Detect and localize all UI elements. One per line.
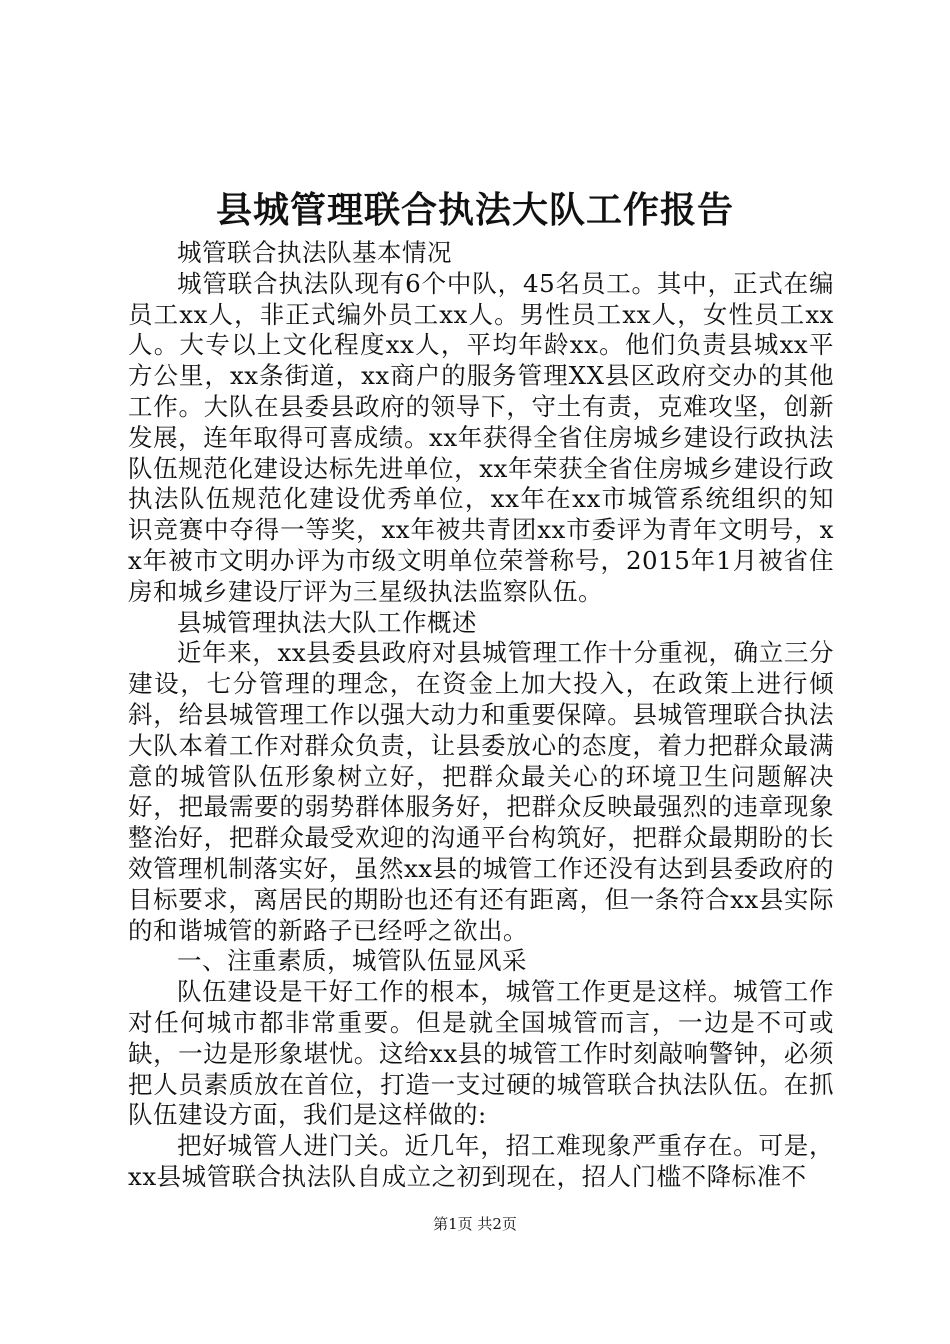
page-title: 县城管理联合执法大队工作报告 (215, 189, 734, 231)
section-heading-quality: 一、注重素质，城管队伍显风采 (177, 946, 527, 976)
paragraph-basic-info: 城管联合执法队现有6个中队，45名员工。其中，正式在编员工xx人，非正式编外员工xx人。男性员工xx人，女性员工xx人。大专以上文化程度xx人，平均年龄xx。他们负责县城xx平方公里，xx条街道，xx商户的服务管理XX县区政府交办的其他工作。大队在县委县政府的领导下，守土有责，克难攻坚，创新发展，连年取得可喜成绩。xx年获得全省住房城乡建设行政执法队伍规范化建设达标先进单位，xx年荣获全省住房城乡建设行政执法队伍规范化建设优秀单位，xx年在xx市城管系统组织的知识竞赛中夺得一等奖，xx年被共青团xx市委评为青年文明号，xx年被市文明办评为市级文明单位荣誉称号，2015年1月被省住房和城乡建设厅评为三星级执法监察队伍。 (128, 268, 834, 606)
paragraph-recruitment: 把好城管人进门关。近几年，招工难现象严重存在。可是，xx县城管联合执法队自成立之初到现在，招人门槛不降标准不 (128, 1131, 834, 1191)
page-number-footer: 第1页 共2页 (433, 1215, 517, 1233)
paragraph-team-building: 队伍建设是干好工作的根本，城管工作更是这样。城管工作对任何城市都非常重要。但是就全国城管而言，一边是不可或缺，一边是形象堪忧。这给xx县的城管工作时刻敲响警钟，必须把人员素质放在首位，打造一支过硬的城管联合执法队伍。在抓队伍建设方面，我们是这样做的: (128, 977, 834, 1130)
section-heading-overview: 县城管理执法大队工作概述 (177, 607, 477, 637)
section-heading-basic-info: 城管联合执法队基本情况 (177, 238, 452, 267)
paragraph-overview: 近年来，xx县委县政府对县城管理工作十分重视，确立三分建设，七分管理的理念，在资金上加大投入，在政策上进行倾斜，给县城管理工作以强大动力和重要保障。县城管理联合执法大队本着工作对群众负责，让县委放心的态度，着力把群众最满意的城管队伍形象树立好，把群众最关心的环境卫生问题解决好，把最需要的弱势群体服务好，把群众反映最强烈的违章现象整治好，把群众最受欢迎的沟通平台构筑好，把群众最期盼的长效管理机制落实好，虽然xx县的城管工作还没有达到县委政府的目标要求，离居民的期盼也还有还有距离，但一条符合xx县实际的和谐城管的新路子已经呼之欲出。 (128, 638, 834, 945)
document-body (128, 238, 834, 1193)
